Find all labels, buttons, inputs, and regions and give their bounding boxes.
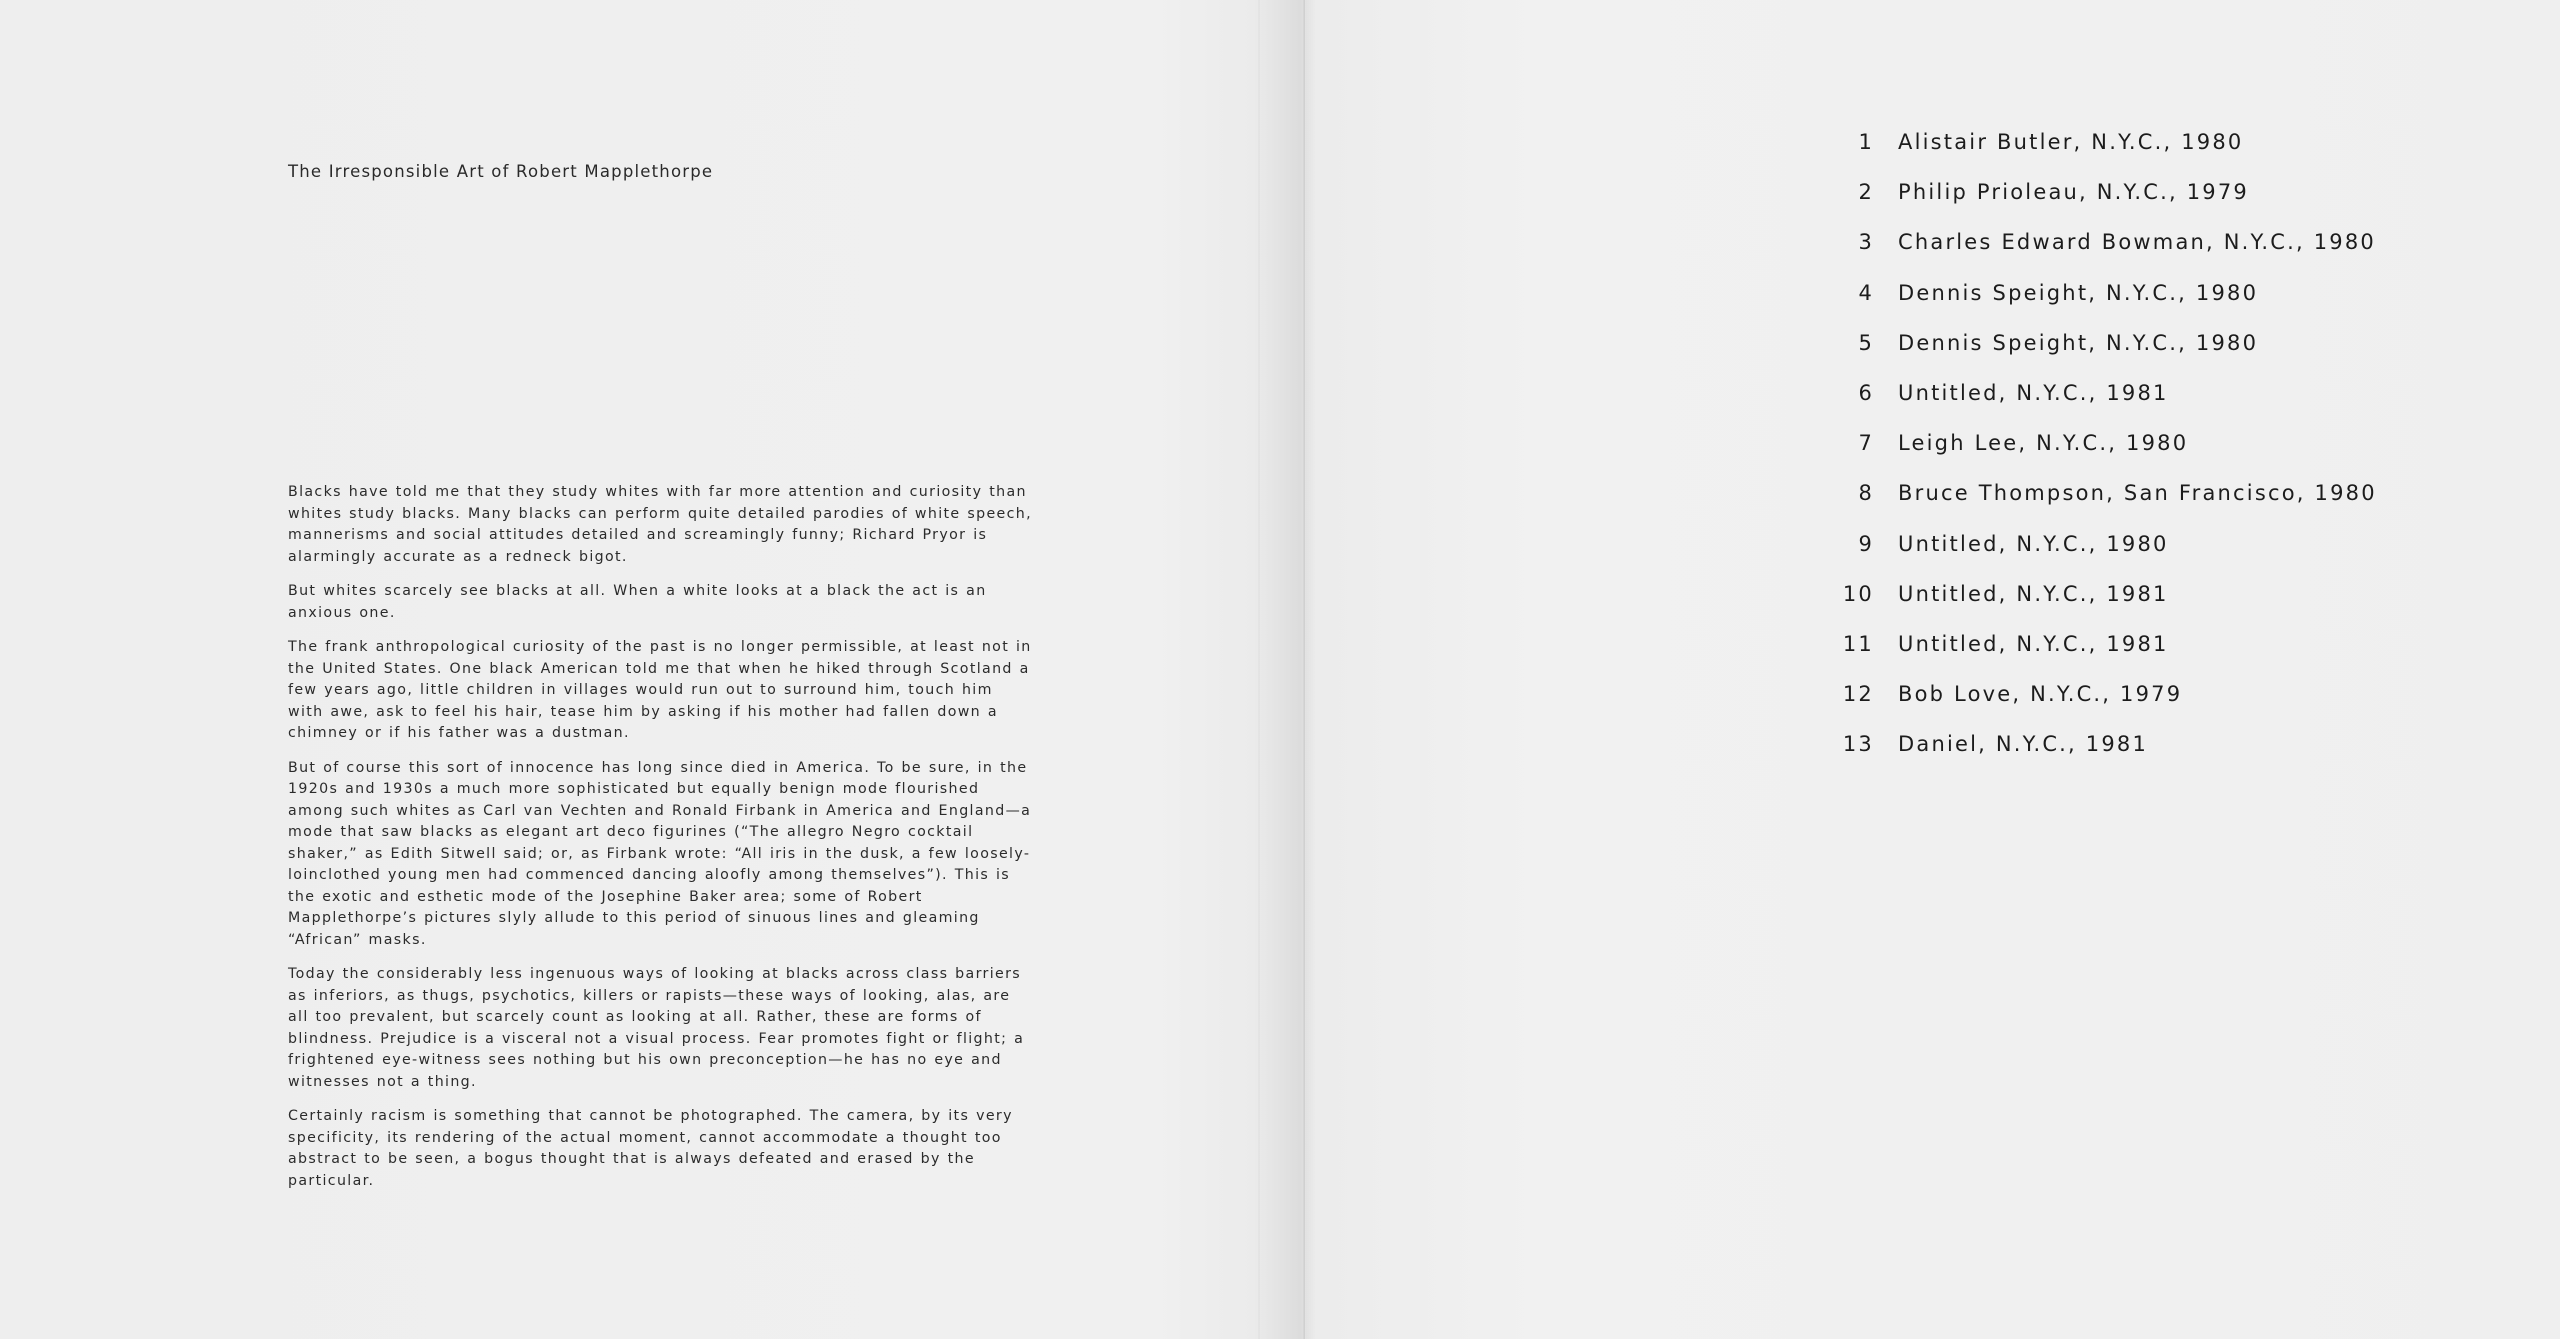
- plate-caption: Untitled, N.Y.C., 1981: [1898, 581, 2169, 606]
- plate-entry: [1822, 281, 2377, 331]
- plate-caption: Leigh Lee, N.Y.C., 1980: [1898, 431, 2189, 456]
- plate-number: 10: [1842, 581, 1874, 606]
- plate-entry: [1822, 632, 2377, 682]
- plate-caption: Dennis Speight, N.Y.C., 1980: [1898, 280, 2259, 305]
- essay-paragraph-2: But whites scarcely see blacks at all. When a white looks at a black the act is an anxious one.: [288, 583, 987, 621]
- plate-entry: [1822, 331, 2377, 381]
- plate-caption: Philip Prioleau, N.Y.C., 1979: [1898, 180, 2249, 205]
- plate-number: 12: [1842, 682, 1874, 707]
- plate-number: 6: [1858, 380, 1874, 405]
- plate-entry: [1822, 431, 2377, 481]
- plate-caption: Untitled, N.Y.C., 1980: [1898, 531, 2169, 556]
- plate-number: 5: [1858, 330, 1874, 355]
- plate-number: 8: [1858, 481, 1874, 506]
- plate-entry: [1822, 532, 2377, 582]
- plate-number: 9: [1858, 531, 1874, 556]
- plate-number: 13: [1842, 732, 1874, 757]
- essay-paragraph-6: Certainly racism is something that cannot be photographed. The camera, by its very specificity, its rendering of the actual moment, cannot accommodate a thought too abstract to be seen, a bogus thought that is always defeated and erased by the particular.: [288, 1108, 1013, 1189]
- plate-entry: [1822, 732, 2377, 782]
- essay-text: [288, 482, 1033, 1205]
- plate-number: 11: [1842, 631, 1874, 656]
- plate-caption: Bruce Thompson, San Francisco, 1980: [1898, 481, 2377, 506]
- essay-paragraph-1: Blacks have told me that they study whites with far more attention and curiosity than whites study blacks. Many blacks can perform quite detailed parodies of white speech, mannerisms and social attitudes detailed and screamingly funny; Richard Pryor is alarmingly accurate as a redneck bigot.: [288, 484, 1032, 565]
- plate-list: [1822, 130, 2377, 782]
- plate-caption: Untitled, N.Y.C., 1981: [1898, 380, 2169, 405]
- plate-entry: [1822, 682, 2377, 732]
- plate-caption: Charles Edward Bowman, N.Y.C., 1980: [1898, 230, 2376, 255]
- plate-caption: Dennis Speight, N.Y.C., 1980: [1898, 330, 2259, 355]
- plate-caption: Daniel, N.Y.C., 1981: [1898, 732, 2149, 757]
- essay-paragraph-3: The frank anthropological curiosity of the past is no longer permissible, at least not in the United States. One black American told me that when he hiked through Scotland a few years ago, little children in villages would run out to surround him, touch him with awe, ask to feel his hair, tease him by asking if his mother had fallen down a chimney or if his father was a dustman.: [288, 639, 1032, 741]
- essay-paragraph-4: But of course this sort of innocence has long since died in America. To be sure, in the 1920s and 1930s a much more sophisticated but equally benign mode flourished among such whites as Carl van Vechten and Ronald Firbank in America and England—a mode that saw blacks as elegant art deco figurines (“The allegro Negro cocktail shaker,” as Edith Sitwell said; or, as Firbank wrote: “All iris in the dusk, a few loosely-loinclothed young men had commenced dancing aloofly among themselves”). This is the exotic and esthetic mode of the Josephine Baker area; some of Robert Mapplethorpe’s pictures slyly allude to this period of sinuous lines and gleaming “African” masks.: [288, 759, 1032, 948]
- running-title: The Irresponsible Art of Robert Mapplethorpe: [288, 162, 714, 181]
- plate-caption: Untitled, N.Y.C., 1981: [1898, 631, 2169, 656]
- plate-number: 4: [1858, 280, 1874, 305]
- plate-number: 2: [1858, 180, 1874, 205]
- plate-entry: [1822, 230, 2377, 280]
- plate-number: 3: [1858, 230, 1874, 255]
- plate-entry: [1822, 582, 2377, 632]
- plate-entry: [1822, 381, 2377, 431]
- plate-number: 1: [1858, 130, 1874, 154]
- plate-caption: Alistair Butler, N.Y.C., 1980: [1898, 130, 2244, 154]
- essay-paragraph-5: Today the considerably less ingenuous ways of looking at blacks across class barriers as inferiors, as thugs, psychotics, killers or rapists—these ways of looking, alas, are all too prevalent, but scarcely count as looking at all. Rather, these are forms of blindness. Prejudice is a visceral not a visual process. Fear promotes fight or flight; a frightened eye-witness sees nothing but his own preconception—he has no eye and witnesses not a thing.: [288, 966, 1025, 1090]
- plate-entry: [1822, 180, 2377, 230]
- plate-entry: [1822, 130, 2377, 180]
- book-gutter: [1303, 0, 1306, 1339]
- plate-caption: Bob Love, N.Y.C., 1979: [1898, 682, 2183, 707]
- plate-entry: [1822, 481, 2377, 531]
- plate-number: 7: [1858, 431, 1874, 456]
